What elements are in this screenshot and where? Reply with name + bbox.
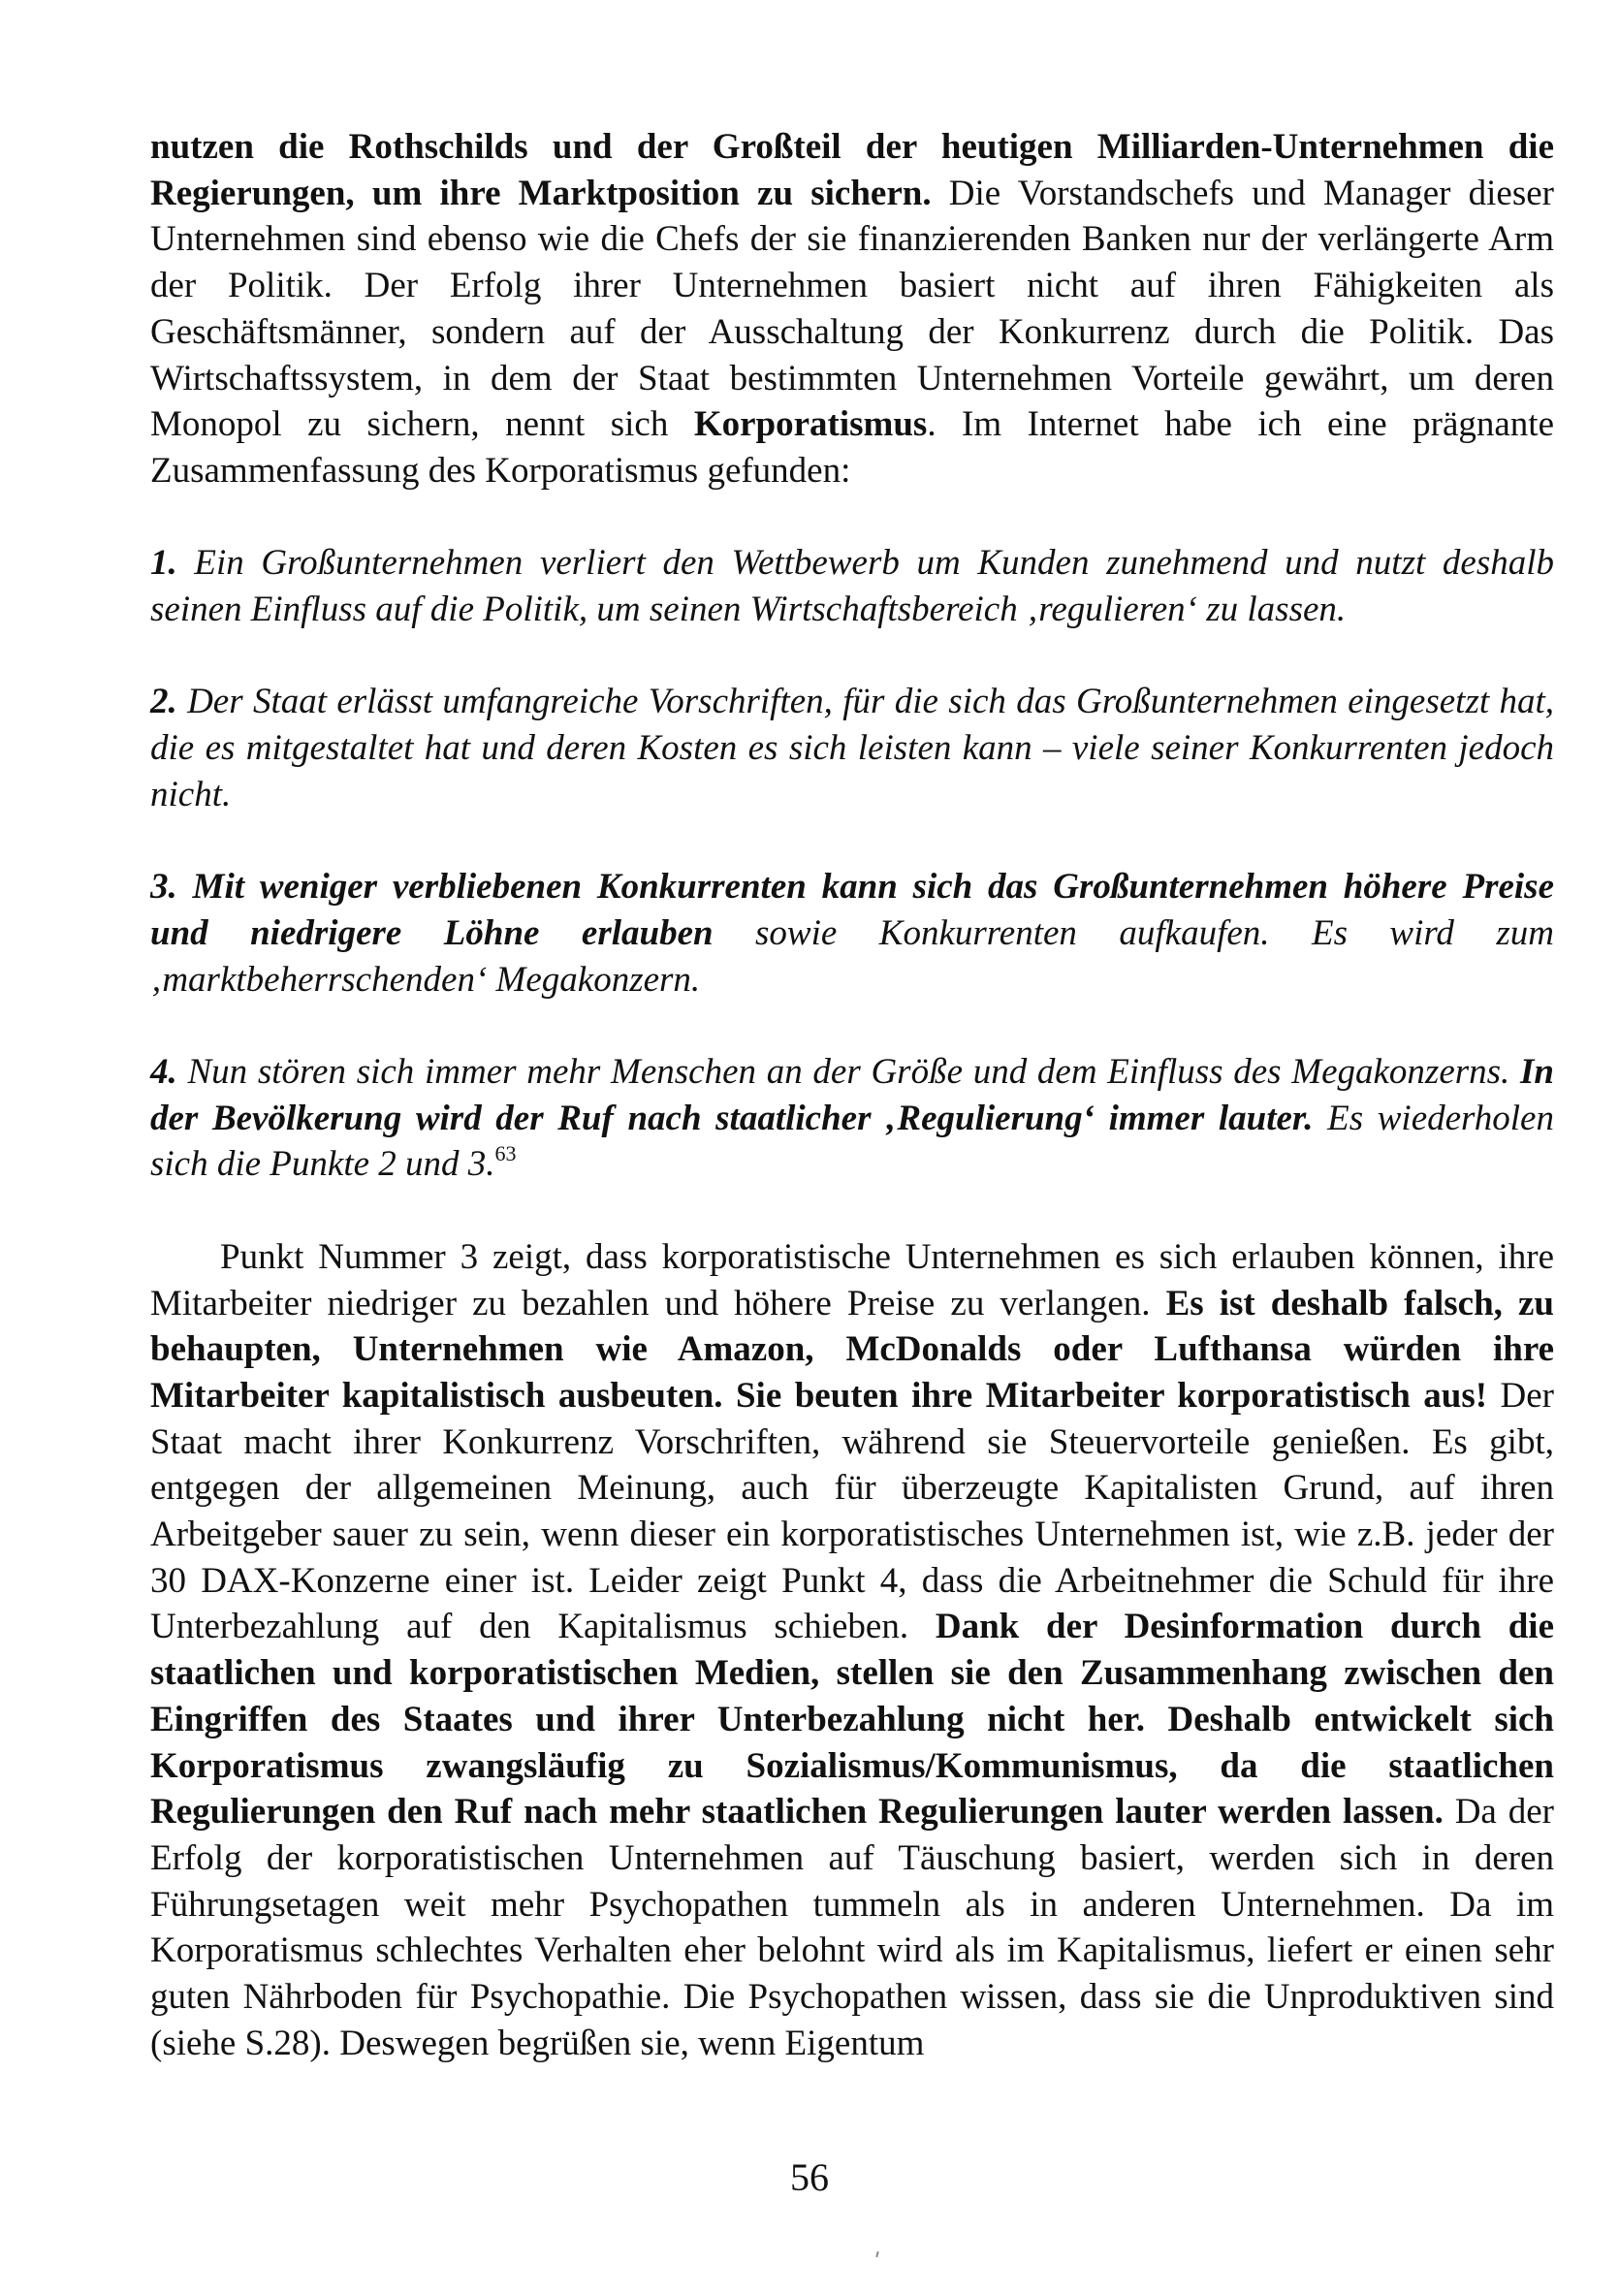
- body-bold-statement-2: Dank der Desinformation durch die staatlichen und korporatistischen Medien, stellen sie den Zusammenhang zwischen den Eingriffen des Staates und ihrer Unterbezahlung nicht her. Deshalb entwickelt sich Korporatismus zwangsläufig zu Sozialismus/Kommunismus, da die staatlichen Regulierungen den Ruf nach mehr staatlichen Regulierungen lauter werden lassen.: [150, 1607, 1554, 1833]
- list-item-1: [150, 540, 1554, 632]
- list-item-text: Ein Großunternehmen verliert den Wettbewerb um Kunden zunehmend und nutzt deshalb seinen Einfluss auf die Politik, um seinen Wirtschaftsbereich ‚regulieren‘ zu lassen.: [150, 543, 1554, 630]
- spacer: [150, 1003, 1554, 1049]
- list-item-text: Der Staat erlässt umfangreiche Vorschriften, für die sich das Großunternehmen eingesetzt hat, die es mitgestaltet hat und deren Kosten es sich leisten kann – viele seiner Konkurrenten jedoch nicht.: [150, 682, 1554, 814]
- spacer: [150, 1188, 1554, 1234]
- list-item-emphasis: In der Bevölkerung wird der Ruf nach staatlicher ‚Regulierung‘ immer lauter.: [150, 1052, 1554, 1138]
- spacer: [150, 633, 1554, 680]
- list-item-emphasis: Mit weniger verbliebenen Konkurrenten kann sich das Großunternehmen höhere Preise und niedrigere Löhne erlauben: [150, 867, 1554, 953]
- list-item-4: [150, 1049, 1554, 1188]
- page-body: [150, 124, 1554, 2066]
- body-text: Da der Erfolg der korporatistischen Unternehmen auf Täuschung basiert, werden sich in deren Führungsetagen weit mehr Psychopathen tummeln als in anderen Unternehmen. Da im Korporatismus schlechtes Verhalten eher belohnt wird als im Kapitalismus, liefert er einen sehr guten Nährboden für Psychopathie. Die Psychopathen wissen, dass sie die Unproduktiven sind (siehe S.28). Deswegen begrüßen sie, wenn Eigentum: [150, 1792, 1554, 2063]
- list-item-number: 3.: [150, 867, 177, 908]
- list-item-text-end: Es wiederholen sich die Punkte 2 und 3.: [150, 1098, 1554, 1185]
- spacer: [150, 494, 1554, 541]
- term-korporatismus: Korporatismus: [693, 404, 928, 445]
- spacer: [150, 818, 1554, 865]
- list-item-number: 2.: [150, 682, 177, 722]
- intro-text: Die Vorstandschefs und Manager dieser Unternehmen sind ebenso wie die Chefs der sie finanzierenden Banken nur der verlängerte Arm der Politik. Der Erfolg ihrer Unternehmen basiert nicht auf ihren Fähigkeiten als Geschäftsmänner, sondern auf der Ausschaltung der Konkurrenz durch die Politik. Das Wirtschaftssystem, in dem der Staat bestimmten Unternehmen Vorteile gewährt, um deren Monopol zu sichern, nennt sich: [150, 173, 1554, 445]
- scan-speck: [875, 2251, 878, 2257]
- body-text: Punkt Nummer 3 zeigt, dass korporatistische Unternehmen es sich erlauben können, ihre Mitarbeiter niedriger zu bezahlen und höhere Preise zu verlangen.: [150, 1236, 1554, 1323]
- body-paragraph: [150, 1234, 1554, 2067]
- list-item-text: Nun stören sich immer mehr Menschen an der Größe und dem Einfluss des Megakonzerns.: [176, 1052, 1521, 1092]
- footnote-reference[interactable]: 63: [494, 1141, 517, 1166]
- list-item-number: 4.: [150, 1052, 177, 1092]
- list-item-3: [150, 864, 1554, 1003]
- body-text: Der Staat macht ihrer Konkurrenz Vorschriften, während sie Steuervorteile genießen. Es gibt, entgegen der allgemeinen Meinung, auch für überzeugte Kapitalisten Grund, auf ihren Arbeitgeber sauer zu sein, wenn dieser ein korporatistisches Unternehmen ist, wie z.B. jeder der 30 DAX-Konzerne einer ist. Leider zeigt Punkt 4, dass die Arbeitnehmer die Schuld für ihre Unterbezahlung auf den Kapitalismus schieben.: [150, 1375, 1554, 1647]
- page-number: 56: [790, 2155, 829, 2199]
- list-item-2: [150, 679, 1554, 817]
- list-item-number: 1.: [150, 543, 177, 584]
- list-item-text: sowie Konkurrenten aufkaufen. Es wird zum ‚marktbeherrschenden‘ Megakonzern.: [150, 912, 1554, 1000]
- body-bold-statement-1: Es ist deshalb falsch, zu behaupten, Unternehmen wie Amazon, McDonalds oder Lufthansa würden ihre Mitarbeiter kapitalistisch ausbeuten. Sie beuten ihre Mitarbeiter korporatistisch aus!: [150, 1283, 1554, 1416]
- intro-bold-statement: nutzen die Rothschilds und der Großteil der heutigen Milliarden-Unternehmen die Regierungen, um ihre Marktposition zu sichern.: [150, 127, 1554, 213]
- intro-text-end: . Im Internet habe ich eine prägnante Zusammenfassung des Korporatismus gefunden:: [150, 404, 1555, 491]
- intro-paragraph: [150, 124, 1554, 494]
